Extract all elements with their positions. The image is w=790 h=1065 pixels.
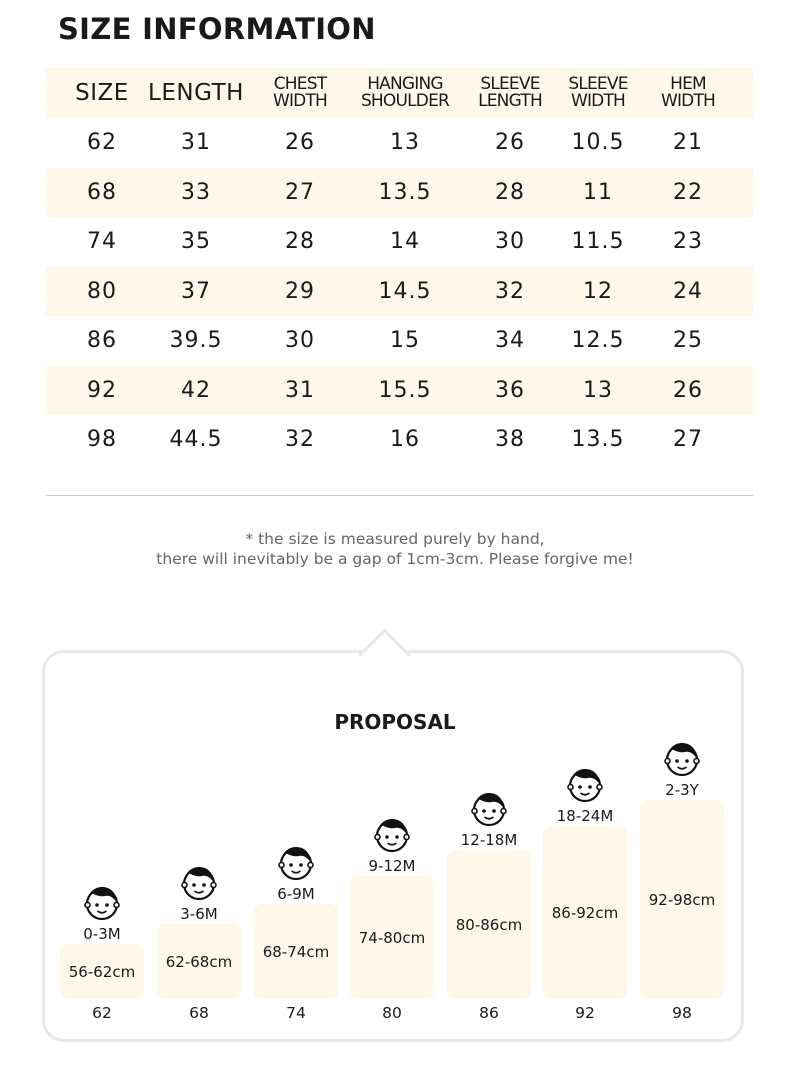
cell-hanging-shoulder: 13 <box>390 130 420 156</box>
cell-sleeve-width: 12.5 <box>571 328 625 354</box>
table-row <box>46 366 753 416</box>
proposal-size-label: 92 <box>575 1004 595 1022</box>
table-body <box>46 118 753 465</box>
proposal-range: 74-80cm <box>358 928 426 947</box>
table-row <box>46 118 753 168</box>
cell-sleeve-width: 13 <box>583 377 613 403</box>
table-row <box>46 217 753 267</box>
cell-sleeve-length: 32 <box>495 278 525 304</box>
child-face-icon <box>83 884 121 926</box>
proposal-age: 9-12M <box>368 857 416 875</box>
cell-hem-width: 23 <box>673 229 703 255</box>
cell-size: 98 <box>87 427 117 453</box>
cell-hanging-shoulder: 15.5 <box>378 377 432 403</box>
proposal-range: 62-68cm <box>165 952 233 971</box>
proposal-bar <box>60 944 144 999</box>
child-face-icon <box>470 790 508 832</box>
cell-sleeve-length: 36 <box>495 377 525 403</box>
cell-size: 80 <box>87 278 117 304</box>
header-sleeve-length: SLEEVE LENGTH <box>478 74 542 111</box>
cell-chest-width: 28 <box>285 229 315 255</box>
cell-length: 42 <box>181 377 211 403</box>
header-chest-width: CHEST WIDTH <box>272 74 328 111</box>
proposal-size-label: 68 <box>189 1004 209 1022</box>
header-sleeve-width: SLEEVE WIDTH <box>568 74 628 111</box>
proposal-size-label: 98 <box>672 1004 692 1022</box>
proposal-range: 56-62cm <box>68 962 136 981</box>
proposal-size-label: 62 <box>92 1004 112 1022</box>
divider <box>46 495 753 496</box>
cell-size: 62 <box>87 130 117 156</box>
cell-hem-width: 24 <box>673 278 703 304</box>
cell-length: 37 <box>181 278 211 304</box>
cell-hem-width: 21 <box>673 130 703 156</box>
cell-length: 39.5 <box>169 328 223 354</box>
cell-chest-width: 31 <box>285 377 315 403</box>
proposal-range: 86-92cm <box>551 903 619 922</box>
cell-chest-width: 32 <box>285 427 315 453</box>
table-row <box>46 267 753 317</box>
header-hem-width: HEM WIDTH <box>660 74 716 111</box>
size-table <box>46 68 753 465</box>
child-face-icon <box>277 844 315 886</box>
cell-size: 92 <box>87 377 117 403</box>
cell-size: 74 <box>87 229 117 255</box>
proposal-size-label: 74 <box>286 1004 306 1022</box>
cell-chest-width: 30 <box>285 328 315 354</box>
proposal-age: 0-3M <box>83 925 121 943</box>
proposal-size-label: 80 <box>382 1004 402 1022</box>
cell-chest-width: 29 <box>285 278 315 304</box>
proposal-size-label: 86 <box>479 1004 499 1022</box>
proposal-bar <box>350 876 434 999</box>
table-row <box>46 415 753 465</box>
proposal-bar <box>254 904 338 999</box>
cell-hem-width: 22 <box>673 179 703 205</box>
cell-size: 68 <box>87 179 117 205</box>
cell-chest-width: 27 <box>285 179 315 205</box>
cell-sleeve-length: 34 <box>495 328 525 354</box>
proposal-age: 6-9M <box>277 885 315 903</box>
proposal-age: 2-3Y <box>665 781 699 799</box>
cell-sleeve-width: 10.5 <box>571 130 625 156</box>
cell-size: 86 <box>87 328 117 354</box>
cell-sleeve-width: 12 <box>583 278 613 304</box>
proposal-range: 68-74cm <box>262 942 330 961</box>
proposal-title: PROPOSAL <box>334 710 456 734</box>
cell-length: 31 <box>181 130 211 156</box>
cell-length: 35 <box>181 229 211 255</box>
cell-sleeve-length: 38 <box>495 427 525 453</box>
child-face-icon <box>180 864 218 906</box>
cell-sleeve-length: 26 <box>495 130 525 156</box>
table-header-row <box>46 68 753 118</box>
cell-sleeve-width: 11.5 <box>571 229 625 255</box>
cell-hem-width: 25 <box>673 328 703 354</box>
proposal-range: 92-98cm <box>648 890 716 909</box>
cell-hanging-shoulder: 14 <box>390 229 420 255</box>
cell-sleeve-width: 11 <box>583 179 613 205</box>
cell-length: 33 <box>181 179 211 205</box>
cell-hem-width: 26 <box>673 377 703 403</box>
child-face-icon <box>663 740 701 782</box>
cell-length: 44.5 <box>169 427 223 453</box>
proposal-bar <box>640 800 724 999</box>
header-length: LENGTH <box>148 79 244 106</box>
cell-chest-width: 26 <box>285 130 315 156</box>
proposal-range: 80-86cm <box>455 915 523 934</box>
proposal-age: 12-18M <box>460 831 518 849</box>
cell-hanging-shoulder: 16 <box>390 427 420 453</box>
cell-sleeve-width: 13.5 <box>571 427 625 453</box>
cell-hanging-shoulder: 15 <box>390 328 420 354</box>
proposal-bar <box>543 826 627 999</box>
cell-sleeve-length: 30 <box>495 229 525 255</box>
table-row <box>46 168 753 218</box>
child-face-icon <box>373 816 411 858</box>
proposal-age: 18-24M <box>556 807 614 825</box>
cell-hanging-shoulder: 13.5 <box>378 179 432 205</box>
cell-sleeve-length: 28 <box>495 179 525 205</box>
child-face-icon <box>566 766 604 808</box>
header-size: SIZE <box>75 79 129 106</box>
cell-hanging-shoulder: 14.5 <box>378 278 432 304</box>
proposal-bar <box>447 850 531 999</box>
header-hanging-shoulder: HANGING SHOULDER <box>360 74 450 111</box>
proposal-bar <box>157 924 241 999</box>
table-row <box>46 316 753 366</box>
page-title: SIZE INFORMATION <box>58 12 376 46</box>
note-line-1: * the size is measured purely by hand, <box>245 530 545 548</box>
proposal-age: 3-6M <box>180 905 218 923</box>
cell-hem-width: 27 <box>673 427 703 453</box>
note-line-2: there will inevitably be a gap of 1cm-3cm. Please forgive me! <box>156 550 634 568</box>
